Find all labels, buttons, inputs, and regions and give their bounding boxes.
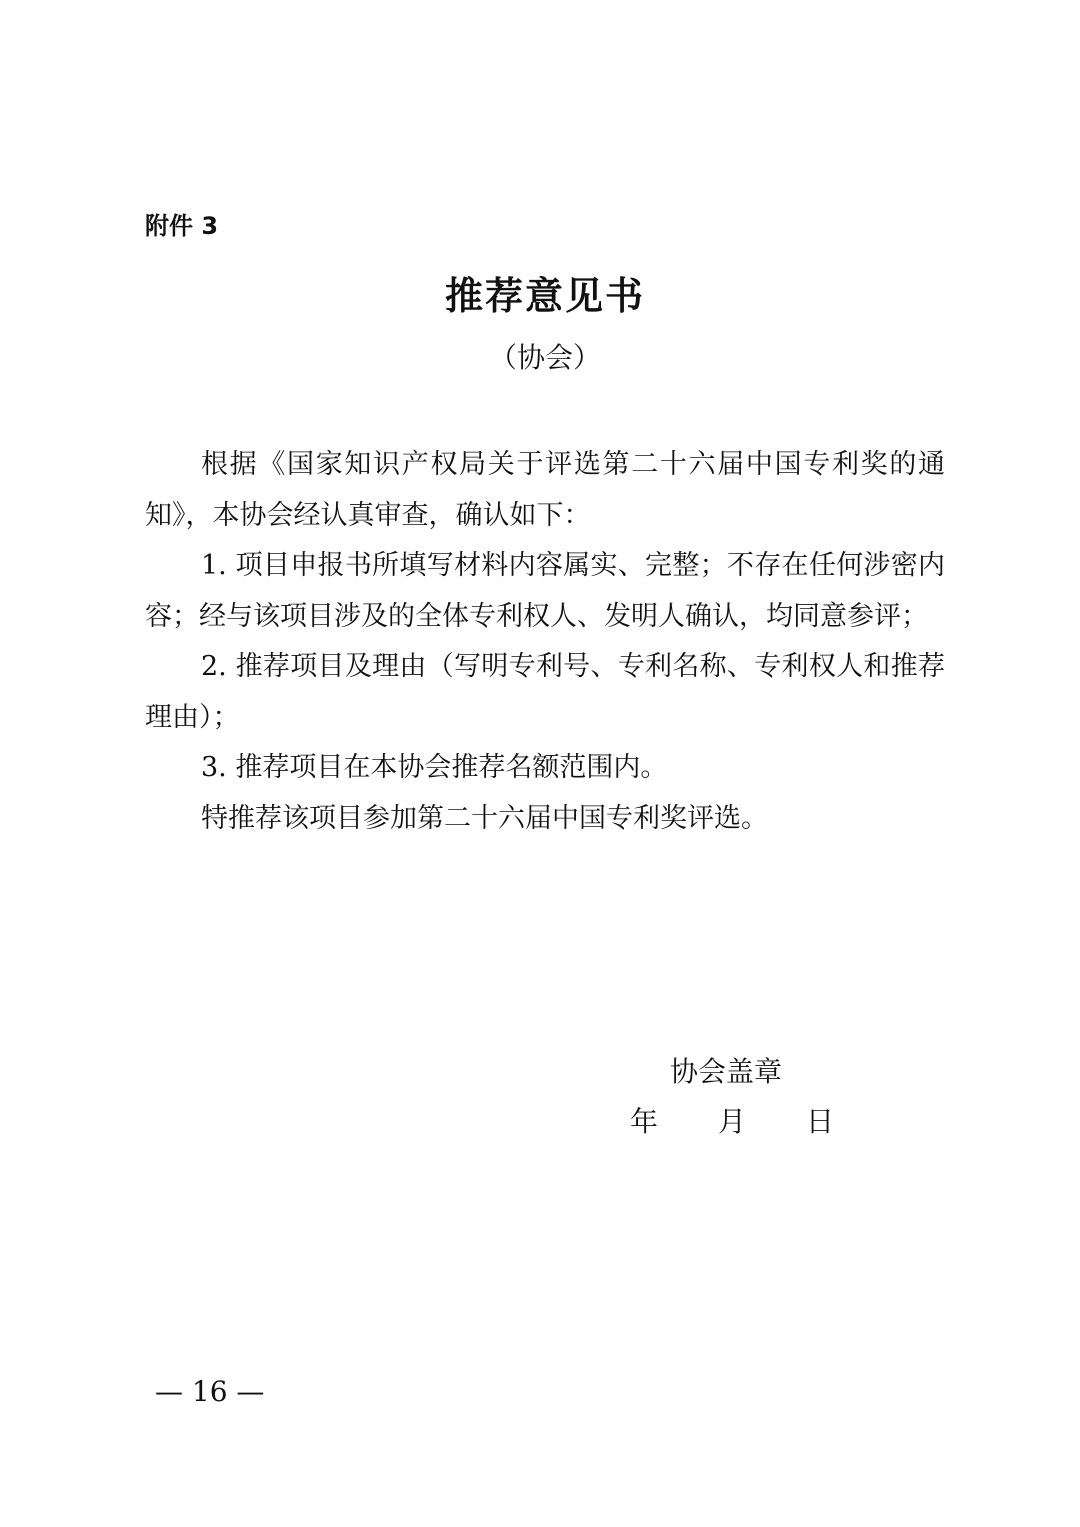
- paragraph-item-2: 2. 推荐项目及理由（写明专利号、专利名称、专利权人和推荐理由）；: [145, 651, 945, 733]
- page-number: — 16 —: [155, 1375, 265, 1408]
- document-subtitle: （协会）: [488, 341, 601, 374]
- date-line: [630, 1100, 834, 1144]
- paragraph-intro: 根据《国家知识产权局关于评选第二十六届中国专利奖的通知》，本协会经认真审查，确认如下：: [145, 449, 945, 531]
- paragraph-recommendation: 特推荐该项目参加第二十六届中国专利奖评选。: [201, 802, 768, 834]
- document-title: 推荐意见书: [444, 274, 645, 318]
- paragraph-item-1: 1. 项目申报书所填写材料内容属实、完整；不存在任何涉密内容；经与该项目涉及的全体专利权人、发明人确认，均同意参评；: [145, 550, 945, 632]
- paragraph-item-3: 3. 推荐项目在本协会推荐名额范围内。: [201, 752, 668, 783]
- body-text: [145, 440, 945, 844]
- seal-label: 协会盖章: [670, 1055, 783, 1088]
- attachment-label: 附件 3: [145, 212, 219, 240]
- date-month-label: 月: [718, 1105, 747, 1138]
- date-day-label: 日: [806, 1105, 835, 1138]
- date-year-label: 年: [630, 1105, 659, 1138]
